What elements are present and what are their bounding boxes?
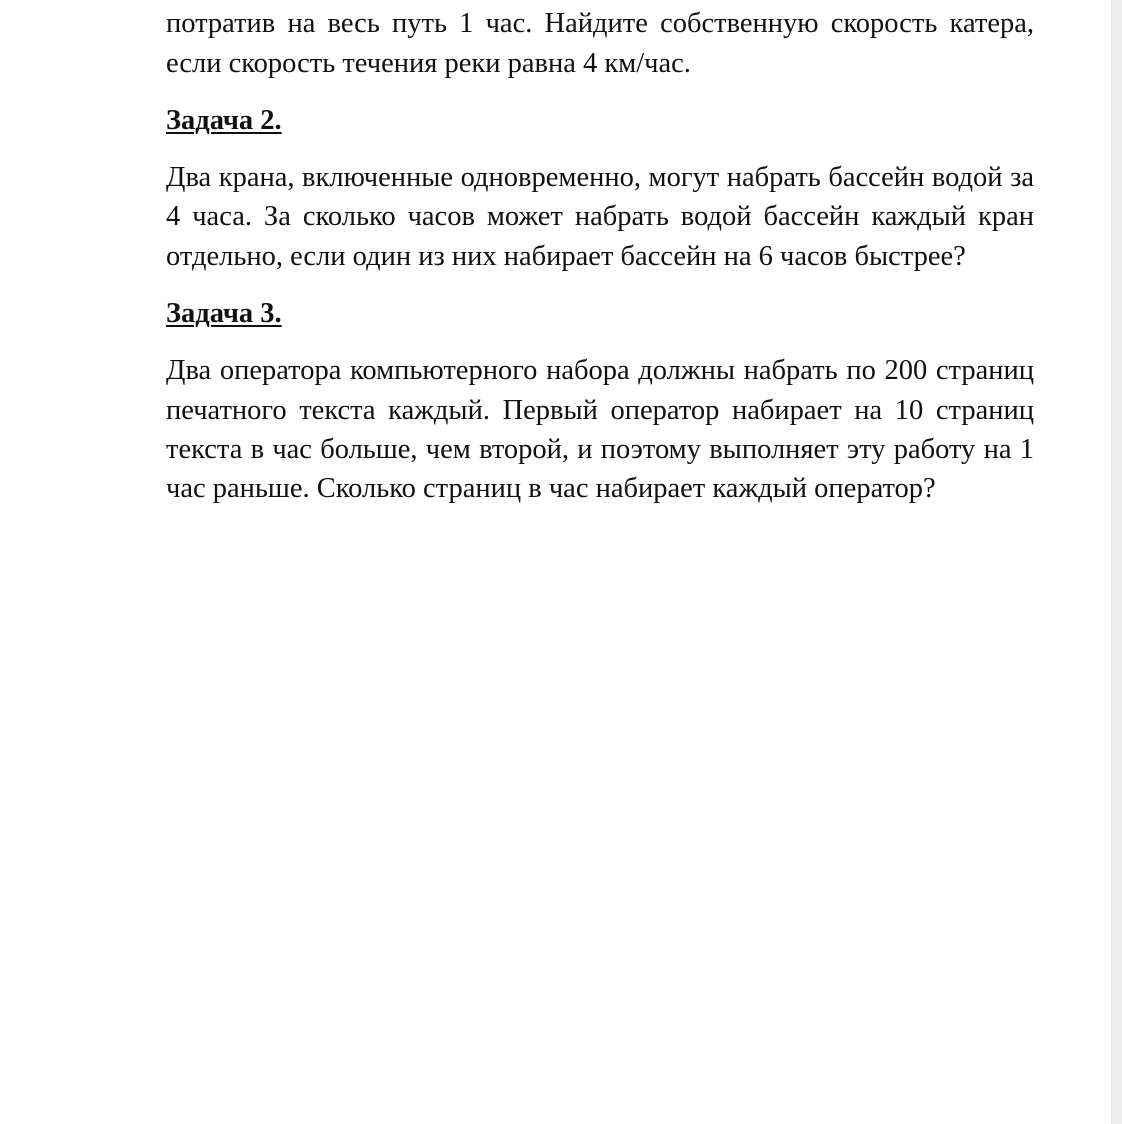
task-3-text: Два оператора компьютерного набора должны набрать по 200 страниц печатного текста каждый. Первый оператор набирает на 10 страниц текста в час больше, чем второй, и поэтому выполняет эту работу на 1 час раньше. Сколько страниц в час набирает каждый оператор? [166,355,1034,505]
task-2-text: Два крана, включенные одновременно, могут набрать бассейн водой за 4 часа. За сколько часов может набрать водой бассейн каждый кран отдельно, если один из них набирает бассейн на 6 часов быстрее? [166,162,1034,272]
task-1-text: потратив на весь путь 1 час. Найдите собственную скорость катера, если скорость течения реки равна 4 км/час. [166,8,1034,79]
page-edge-gutter [1111,0,1122,1124]
document-content [166,0,1034,509]
task-3-heading: Задача 3. [166,298,282,330]
task-2-heading: Задача 2. [166,104,282,136]
